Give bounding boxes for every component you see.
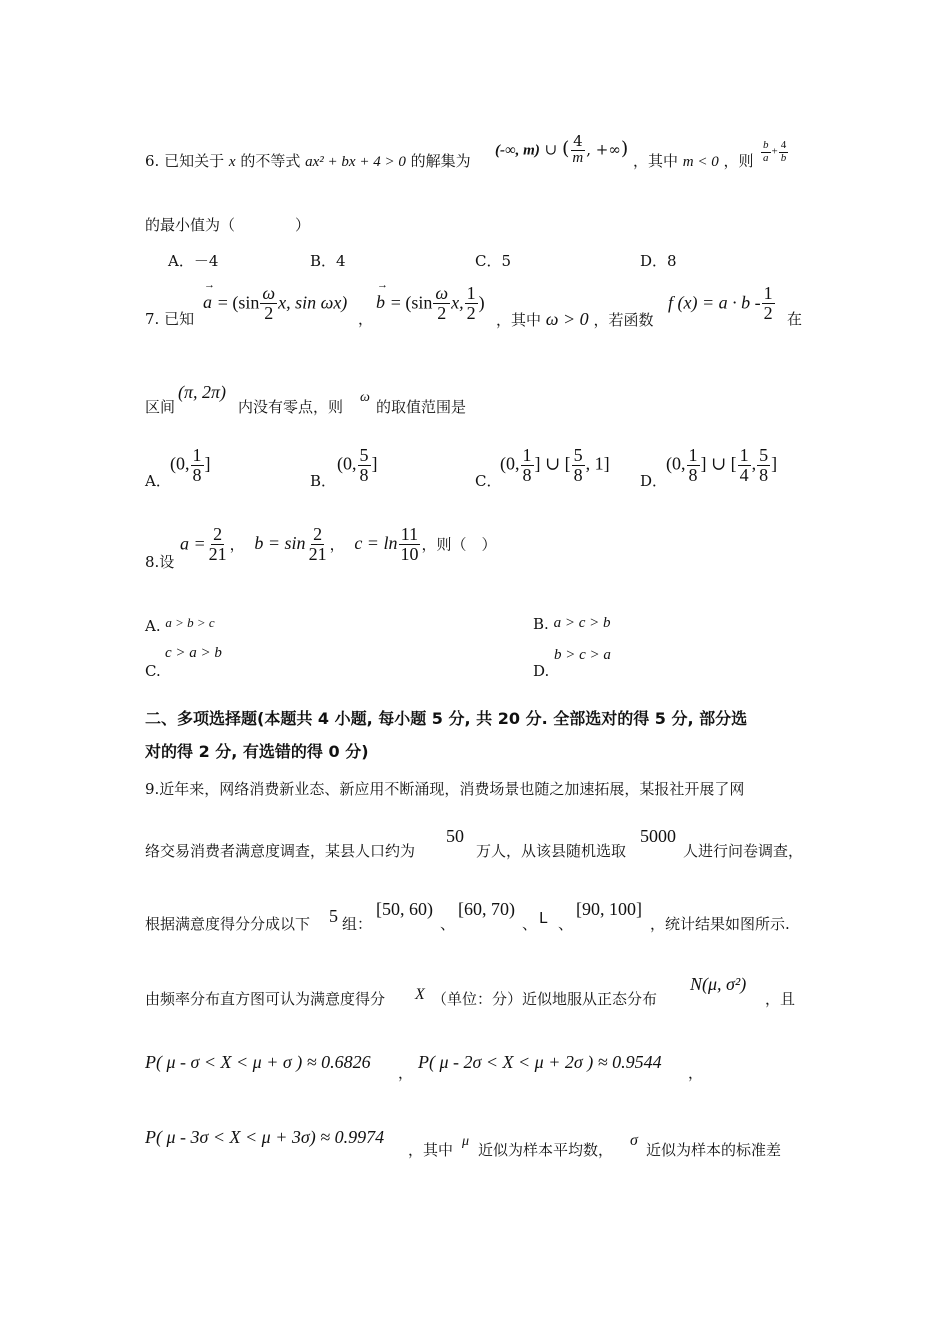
- q7-vector-b: [376, 284, 485, 323]
- q8-tail: ，则（ ）: [421, 535, 497, 554]
- q7-func-half-num: 1: [763, 283, 773, 303]
- q7-opt-c-d2: 8: [573, 464, 583, 485]
- q8-c-frac: [398, 525, 420, 564]
- q7-opt-a-pre: (0,: [170, 453, 190, 474]
- q8-defs: [180, 525, 496, 564]
- q8-b-frac: [307, 525, 329, 564]
- q9-population: 50: [446, 826, 464, 846]
- q7-number: 7.: [145, 310, 160, 328]
- q7-option-d: [666, 446, 777, 485]
- q6-text-c: 的解集为: [410, 152, 471, 170]
- q6-frac-den: m: [572, 149, 584, 166]
- q9-prob-2-sep: ，: [688, 1064, 704, 1082]
- q7-eq-b-2: x,: [451, 292, 464, 313]
- q7-two-a: 2: [264, 302, 274, 323]
- q7-opt-a-n1: 1: [192, 445, 202, 465]
- q8-c-den: 10: [400, 543, 419, 564]
- q6-text-b: 的不等式: [240, 152, 301, 170]
- q7-opt-d-n1: 1: [688, 445, 698, 465]
- q7-opt-d-frac3: [757, 446, 770, 485]
- q9-prob-1-sep: ，: [398, 1064, 414, 1082]
- q7-text-a: 已知: [164, 310, 195, 328]
- q7-opt-d-frac2: [738, 446, 751, 485]
- q7-condition: ω > 0: [545, 309, 589, 329]
- q7-opt-b-d1: 8: [359, 464, 369, 485]
- q7-opt-a-d1: 8: [192, 464, 202, 485]
- q7-opt-c-d1: 8: [522, 464, 532, 485]
- q7-opt-d-n3: 5: [759, 445, 769, 465]
- q7-option-b-label: B．: [310, 472, 337, 490]
- q7-omega-a: ω: [262, 283, 276, 303]
- q7-option-a: [170, 446, 211, 485]
- q9-line3-b: 组：: [342, 915, 373, 933]
- q9-line2-b: 万人，从该县随机选取: [476, 842, 627, 860]
- q8-comma1: ，: [229, 535, 245, 554]
- q6-option-b: B．4: [310, 252, 346, 270]
- q9-group-1: [50, 60): [376, 899, 433, 919]
- q7-function: [668, 284, 776, 323]
- q6-inequality: ax² + bx + 4 > 0: [305, 154, 406, 170]
- q7-two-b: 2: [437, 302, 447, 323]
- q6-condition: m < 0: [682, 154, 719, 170]
- q7-half-den: 2: [466, 302, 476, 323]
- q7-line1-mid: [496, 308, 653, 331]
- q7-opt-c-mid: ] ∪ [: [534, 453, 571, 474]
- q9-ellipsis: L: [539, 909, 548, 927]
- q7-opt-c-n1: 1: [522, 445, 532, 465]
- q6-frac-4b: [779, 140, 789, 164]
- q6-option-d: D．8: [640, 252, 677, 270]
- q9-sample: 5000: [640, 826, 676, 846]
- q9-line1: 9.近年来，网络消费新业态、新应用不断涌现，消费场景也随之加速拓展，某报社开展了网: [145, 780, 745, 798]
- q7-opt-d-sep: ,: [751, 453, 757, 474]
- section2-title-line1: 二、多项选择题(本题共 4 小题, 每小题 5 分, 共 20 分. 全部选对的得 5 分, 部分选: [145, 709, 748, 728]
- q7-opt-d-d1: 8: [688, 464, 698, 485]
- q7-opt-d-post: ]: [771, 453, 778, 474]
- q7-close: ): [478, 292, 485, 313]
- q7-line2-omega: ω: [360, 390, 370, 405]
- q7-text-d: 在: [787, 310, 803, 328]
- q7-line2-b: 内没有零点，则: [238, 398, 344, 416]
- q8-option-b: [533, 612, 610, 635]
- q6-paren-close: ): [620, 137, 629, 160]
- q8-opt-b-label: B.: [533, 615, 549, 633]
- q6-expr-b: b: [763, 139, 769, 151]
- q7-option-a-label: A．: [145, 472, 171, 490]
- q6-union: ∪: [544, 140, 558, 159]
- q7-func: f (x) = a · b -: [668, 292, 761, 313]
- q7-line2-c: 的取值范围是: [376, 398, 467, 416]
- q7-eq-a-1: = (sin: [217, 292, 260, 313]
- q9-group-5: [90, 100]: [576, 899, 642, 919]
- q7-frac-omega-2a: [260, 284, 277, 323]
- q8-comma2: ，: [329, 535, 345, 554]
- q9-prob-3: P( μ - 3σ < X < μ + 3σ) ≈ 0.9974: [145, 1127, 385, 1147]
- q8-option-a: [145, 612, 215, 637]
- q9-normal: N(μ, σ²): [690, 974, 747, 994]
- q9-sep-2: 、: [522, 915, 538, 933]
- q7-option-d-label: D．: [640, 472, 668, 490]
- q9-line4-c: ，且: [765, 990, 796, 1008]
- q7-label: [145, 308, 194, 330]
- q9-groups: 5: [329, 906, 338, 926]
- section2-title-line2: 对的得 2 分, 有选错的得 0 分): [145, 742, 369, 761]
- q8-c-num: 11: [400, 524, 419, 544]
- q7-opt-a-post: ]: [204, 453, 211, 474]
- q8-option-c: [145, 660, 161, 682]
- q8-opt-c-expr: c > a > b: [165, 645, 222, 661]
- q9-line2-c: 人进行问卷调查，: [683, 842, 804, 860]
- q7-opt-c-post: , 1]: [585, 453, 610, 474]
- q7-opt-c-frac1: [521, 446, 534, 485]
- q8-a-den: 21: [208, 543, 227, 564]
- q6-solution-set: [495, 134, 628, 167]
- q6-text-d: ，其中: [633, 152, 679, 170]
- q9-var-x: X: [415, 986, 425, 1003]
- q7-opt-c-n2: 5: [573, 445, 583, 465]
- q7-opt-c-pre: (0,: [500, 453, 520, 474]
- q7-option-c-label: C．: [475, 472, 502, 490]
- q6-set-right-tail: , +∞: [586, 140, 621, 159]
- q6-expr-a: a: [763, 151, 769, 164]
- q9-group-2: [60, 70): [458, 899, 515, 919]
- q8-opt-a-label: A.: [145, 617, 161, 635]
- q6-expression: [760, 140, 789, 164]
- q7-eq-a-2: x, sin ωx): [278, 292, 348, 313]
- q7-line2-rest: [238, 396, 343, 418]
- q7-frac-omega-2b: [433, 284, 450, 323]
- q7-vector-a: [203, 284, 347, 323]
- q8-opt-d-expr: b > c > a: [554, 647, 611, 663]
- q8-b-den: 21: [308, 543, 327, 564]
- q9-line4-a: 由频率分布直方图可认为满意度得分: [145, 990, 386, 1008]
- q9-sigma: σ: [630, 1132, 638, 1149]
- q6-frac-num: 4: [573, 132, 583, 150]
- q7-option-b: [337, 446, 378, 485]
- q9-prob-1: P( μ - σ < X < μ + σ ) ≈ 0.6826: [145, 1052, 371, 1072]
- q9-line3-a: 根据满意度得分分成以下: [145, 915, 311, 933]
- q8-b-num: 2: [313, 524, 323, 544]
- q7-func-half-den: 2: [763, 302, 773, 323]
- q8-opt-c-label: C.: [145, 662, 161, 680]
- q7-line2: [145, 396, 175, 418]
- q7-opt-d-mid: ] ∪ [: [700, 453, 737, 474]
- q7-comma: ，: [358, 310, 374, 328]
- q6-set-left: (-∞, m): [495, 142, 540, 159]
- q7-func-half: [762, 284, 775, 323]
- q6-line1: [145, 150, 471, 173]
- q6-line2: 的最小值为（ ）: [145, 216, 311, 234]
- q8-opt-b-expr: a > c > b: [553, 615, 611, 631]
- q6-expr-b2: b: [780, 151, 787, 164]
- q7-line2-a: 区间: [145, 398, 176, 416]
- q7-opt-d-pre: (0,: [666, 453, 686, 474]
- q8-a-num: 2: [213, 524, 223, 544]
- q7-opt-d-d2: 4: [739, 464, 749, 485]
- q9-sep-1: 、: [440, 915, 456, 933]
- q6-frac-4m: [570, 134, 585, 167]
- q7-opt-d-frac1: [687, 446, 700, 485]
- q7-eq-b-1: = (sin: [390, 292, 433, 313]
- q9-mu: μ: [462, 1134, 470, 1149]
- q8-option-d: [533, 660, 549, 682]
- q6-paren-open: (: [562, 137, 570, 160]
- q7-opt-a-frac: [191, 446, 204, 485]
- q6-frac-ba: [761, 140, 771, 164]
- q7-opt-b-n1: 5: [359, 445, 369, 465]
- q9-line6-c: 近似为样本的标准差: [646, 1141, 782, 1159]
- q6-expr-4: 4: [780, 139, 787, 151]
- q8-opt-d-label: D.: [533, 662, 550, 680]
- q7-omega-b: ω: [435, 283, 449, 303]
- q7-vec-a: → a: [203, 292, 212, 313]
- q7-opt-c-frac2: [572, 446, 585, 485]
- q8-a-frac: [207, 525, 229, 564]
- q6-text-a: 已知关于: [164, 152, 225, 170]
- q8-c-lhs: c = ln: [354, 533, 398, 554]
- q6-text-e: ，则: [723, 152, 754, 170]
- q7-opt-d-n2: 1: [739, 445, 749, 465]
- q9-line2-a: 络交易消费者满意度调查，某县人口约为: [145, 842, 416, 860]
- q9-line6-b: 近似为样本平均数，: [478, 1141, 614, 1159]
- q9-prob-2: P( μ - 2σ < X < μ + 2σ ) ≈ 0.9544: [418, 1052, 662, 1072]
- q7-text-c: ，若函数: [593, 311, 654, 329]
- q7-half-num: 1: [466, 283, 476, 303]
- q9-line6-a: ，其中: [408, 1141, 454, 1159]
- q6-var-x: x: [228, 154, 236, 170]
- q6-number: 6.: [145, 152, 160, 170]
- q9-line3-c: ，统计结果如图所示.: [650, 915, 790, 933]
- q7-frac-half: [465, 284, 478, 323]
- q7-vec-b: → b: [376, 292, 385, 313]
- q7-interval: (π, 2π): [178, 382, 227, 402]
- q8-number: 8.设: [145, 553, 175, 571]
- q8-opt-a-expr: a > b > c: [165, 615, 215, 630]
- q8-a-lhs: a =: [180, 533, 206, 554]
- q7-text-b: ，其中: [496, 311, 542, 329]
- q6-option-c: C．5: [475, 252, 512, 270]
- q7-opt-d-d3: 8: [759, 464, 769, 485]
- q9-sep-3: 、: [558, 915, 574, 933]
- q7-opt-b-pre: (0,: [337, 453, 357, 474]
- q9-line4-b: （单位：分）近似地服从正态分布: [432, 990, 658, 1008]
- q7-opt-b-frac: [358, 446, 371, 485]
- q7-option-c: [500, 446, 610, 485]
- q6-line1-tail: [633, 150, 754, 173]
- q6-option-a: A．－4: [168, 252, 219, 270]
- q6-expr-plus: +: [771, 145, 778, 158]
- q8-b-lhs: b = sin: [254, 533, 306, 554]
- q7-opt-b-post: ]: [371, 453, 378, 474]
